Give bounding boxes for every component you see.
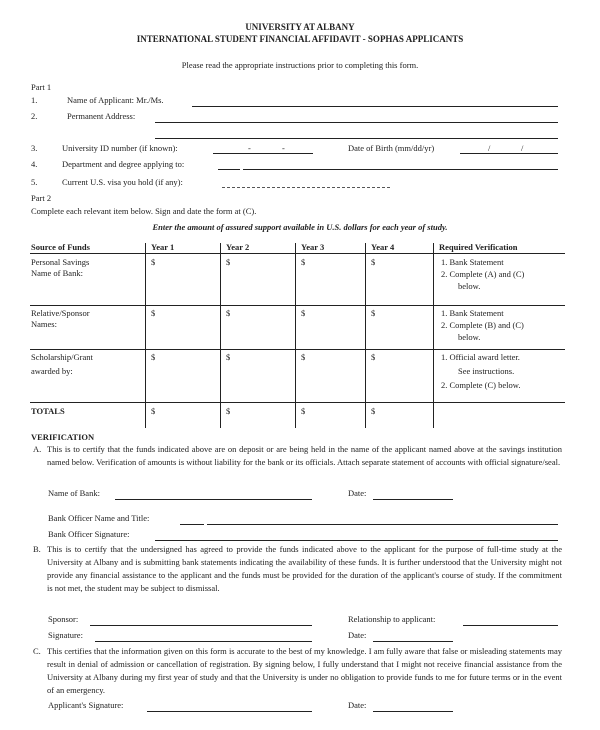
item-number: 1. bbox=[31, 95, 38, 105]
bank-name-label: Name of Bank: bbox=[48, 488, 100, 498]
officer-name-field-b[interactable] bbox=[207, 524, 558, 525]
university-id-label: University ID number (if known): bbox=[62, 143, 178, 153]
verification-requirement: 1. Bank Statement bbox=[441, 308, 504, 318]
instructions: Please read the appropriate instructions prior to completing this form. bbox=[181, 60, 419, 70]
bank-name-field[interactable] bbox=[115, 499, 312, 500]
sponsor-label: Sponsor: bbox=[48, 614, 79, 624]
amount-field[interactable]: $ bbox=[151, 352, 156, 362]
address-label: Permanent Address: bbox=[67, 111, 136, 121]
verification-requirement: 2. Complete (A) and (C) bbox=[441, 269, 525, 279]
address-field-line2[interactable] bbox=[155, 138, 558, 139]
item-number: 4. bbox=[31, 159, 38, 169]
section-label: C. bbox=[33, 646, 41, 656]
relationship-field[interactable] bbox=[463, 625, 558, 626]
item-number: 3. bbox=[31, 143, 38, 153]
visa-field[interactable] bbox=[222, 187, 390, 188]
id-separator: - bbox=[282, 143, 285, 153]
table-divider bbox=[295, 243, 296, 428]
total-field[interactable]: $ bbox=[301, 406, 306, 416]
item-number: 2. bbox=[31, 111, 38, 121]
dob-separator: / bbox=[488, 143, 491, 153]
amount-field[interactable]: $ bbox=[371, 308, 376, 318]
officer-name-field-a[interactable] bbox=[180, 524, 204, 525]
column-header: Source of Funds bbox=[31, 242, 90, 252]
university-id-field[interactable] bbox=[213, 153, 313, 154]
total-field[interactable]: $ bbox=[371, 406, 376, 416]
section-label: B. bbox=[33, 544, 41, 554]
officer-signature-label: Bank Officer Signature: bbox=[48, 529, 130, 539]
officer-name-label: Bank Officer Name and Title: bbox=[48, 513, 150, 523]
source-label: Personal Savings bbox=[31, 257, 90, 267]
item-number: 5. bbox=[31, 177, 38, 187]
total-field[interactable]: $ bbox=[151, 406, 156, 416]
amount-field[interactable]: $ bbox=[301, 257, 306, 267]
source-label: Name of Bank: bbox=[31, 268, 83, 278]
totals-label: TOTALS bbox=[31, 406, 65, 416]
verification-requirement: below. bbox=[458, 281, 481, 291]
part1-heading: Part 1 bbox=[31, 82, 52, 92]
amount-field[interactable]: $ bbox=[226, 352, 231, 362]
date-label: Date: bbox=[348, 488, 367, 498]
total-field[interactable]: $ bbox=[226, 406, 231, 416]
table-title: Enter the amount of assured support available in U.S. dollars for each year of study. bbox=[152, 222, 448, 232]
section-text: This is to certify that the funds indicated above are on deposit or are being held in the name of the applicant named above at the savings institution named below. Verification of amounts is without liability for the bank or its officials. Attach separate statement of accounts with official signature/seal. bbox=[47, 444, 562, 467]
visa-label: Current U.S. visa you hold (if any): bbox=[62, 177, 183, 187]
column-header: Year 1 bbox=[151, 242, 175, 252]
column-header: Year 4 bbox=[371, 242, 395, 252]
form-title: INTERNATIONAL STUDENT FINANCIAL AFFIDAVIT - SOPHAS APPLICANTS bbox=[136, 34, 464, 44]
university-title: UNIVERSITY AT ALBANY bbox=[245, 22, 355, 32]
table-divider bbox=[30, 402, 565, 403]
verification-requirement: See instructions. bbox=[458, 366, 515, 376]
verification-requirement: 1. Official award letter. bbox=[441, 352, 520, 362]
section-label: A. bbox=[33, 444, 42, 454]
address-field-line1[interactable] bbox=[155, 122, 558, 123]
table-divider bbox=[30, 305, 565, 306]
table-divider bbox=[365, 243, 366, 428]
officer-signature-field[interactable] bbox=[155, 540, 558, 541]
table-divider bbox=[220, 243, 221, 428]
source-label: Scholarship/Grant bbox=[31, 352, 93, 362]
amount-field[interactable]: $ bbox=[371, 257, 376, 267]
sponsor-field[interactable] bbox=[90, 625, 312, 626]
column-header: Year 3 bbox=[301, 242, 325, 252]
applicant-signature-field[interactable] bbox=[147, 711, 312, 712]
dob-label: Date of Birth (mm/dd/yr) bbox=[348, 143, 435, 153]
verification-requirement: below. bbox=[458, 332, 481, 342]
date-label: Date: bbox=[348, 630, 367, 640]
verification-requirement: 1. Bank Statement bbox=[441, 257, 504, 267]
source-label: awarded by: bbox=[31, 366, 73, 376]
sponsor-signature-field[interactable] bbox=[95, 641, 312, 642]
department-field-b[interactable] bbox=[243, 169, 558, 170]
section-c-text bbox=[33, 645, 562, 697]
section-text: This certifies that the information given on this form is accurate to the best of my knowledge. I am fully aware that false or misleading statements may result in denial of admission or cancellation of registration. By signing below, I fully understand that I might not receive financial assistance from the University at Albany during my first year of study and that the University is under no obligation to provide funds to me for future terms or in the event of an emergency. bbox=[47, 646, 562, 695]
applicant-name-field[interactable] bbox=[192, 106, 558, 107]
verification-heading: VERIFICATION bbox=[31, 432, 95, 442]
verification-requirement: 2. Complete (C) below. bbox=[441, 380, 521, 390]
dob-field[interactable] bbox=[460, 153, 558, 154]
relationship-label: Relationship to applicant: bbox=[348, 614, 436, 624]
bank-date-field[interactable] bbox=[373, 499, 453, 500]
column-header: Required Verification bbox=[439, 242, 518, 252]
part2-instruction: Complete each relevant item below. Sign and date the form at (C). bbox=[31, 206, 257, 216]
column-header: Year 2 bbox=[226, 242, 250, 252]
date-label: Date: bbox=[348, 700, 367, 710]
applicant-date-field[interactable] bbox=[373, 711, 453, 712]
sponsor-date-field[interactable] bbox=[373, 641, 453, 642]
id-separator: - bbox=[248, 143, 251, 153]
applicant-signature-label: Applicant's Signature: bbox=[48, 700, 124, 710]
table-divider bbox=[30, 253, 565, 254]
sponsor-signature-label: Signature: bbox=[48, 630, 83, 640]
amount-field[interactable]: $ bbox=[371, 352, 376, 362]
dob-separator: / bbox=[521, 143, 524, 153]
amount-field[interactable]: $ bbox=[151, 308, 156, 318]
section-text: This is to certify that the undersigned has agreed to provide the funds indicated above to the applicant for the purpose of full-time study at the University at Albany and is submitting bank statements indicating the availability of these funds. It is further understood that the University might not provide any financial assistance to the applicant and the funds must be provided for the duration of the applicant's course of study. If the commitment is not met, the student may be subject to dismissal. bbox=[47, 544, 562, 593]
source-label: Names: bbox=[31, 319, 57, 329]
applicant-name-label: Name of Applicant: Mr./Ms. bbox=[67, 95, 164, 105]
section-a-text bbox=[33, 443, 562, 469]
table-divider bbox=[433, 243, 434, 428]
section-b-text bbox=[33, 543, 562, 595]
amount-field[interactable]: $ bbox=[226, 308, 231, 318]
amount-field[interactable]: $ bbox=[226, 257, 231, 267]
amount-field[interactable]: $ bbox=[301, 352, 306, 362]
department-label: Department and degree applying to: bbox=[62, 159, 185, 169]
source-label: Relative/Sponsor bbox=[31, 308, 90, 318]
table-divider bbox=[145, 243, 146, 428]
table-divider bbox=[30, 349, 565, 350]
amount-field[interactable]: $ bbox=[301, 308, 306, 318]
verification-requirement: 2. Complete (B) and (C) bbox=[441, 320, 524, 330]
part2-heading: Part 2 bbox=[31, 193, 52, 203]
department-field-a[interactable] bbox=[218, 169, 240, 170]
amount-field[interactable]: $ bbox=[151, 257, 156, 267]
